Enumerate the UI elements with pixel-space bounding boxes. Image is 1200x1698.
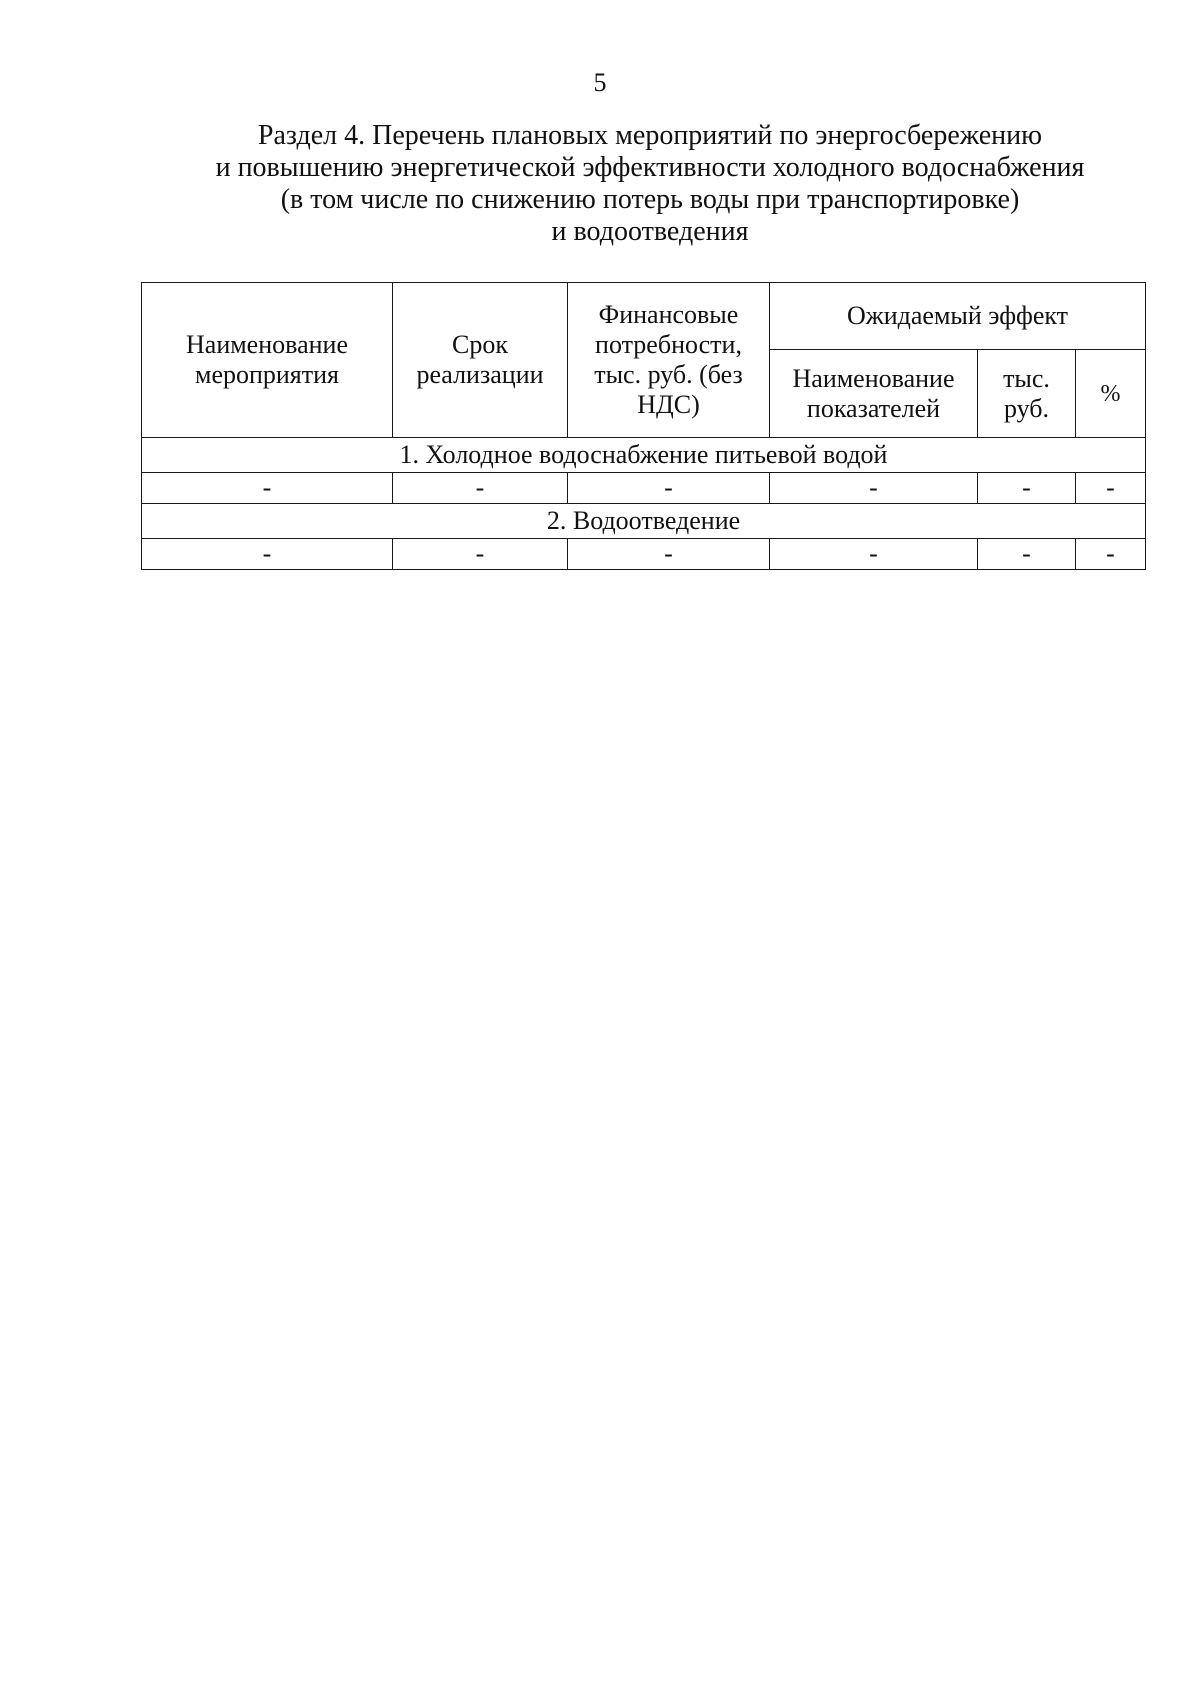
cell-percent: - (1076, 473, 1146, 504)
cell-indicator-name: - (770, 539, 978, 570)
cell-finance: - (568, 473, 770, 504)
section-title (150, 120, 1150, 248)
measures-table (141, 282, 1146, 570)
cell-indicator-name: - (770, 473, 978, 504)
title-line-4: и водоотведения (551, 216, 749, 247)
title-line-2: и повышению энергетической эффективности холодного водоснабжения (215, 152, 1085, 183)
cell-term: - (393, 539, 568, 570)
header-measure-name: Наименование мероприятия (142, 283, 393, 438)
cell-measure-name: - (142, 473, 393, 504)
cell-term: - (393, 473, 568, 504)
header-finance: Финансовые потребности, тыс. руб. (без НДС) (568, 283, 770, 438)
cell-finance: - (568, 539, 770, 570)
section-row (142, 504, 1146, 539)
section-row (142, 438, 1146, 473)
table-row (142, 539, 1146, 570)
header-expected-effect: Ожидаемый эффект (770, 283, 1146, 350)
section-title-cold-water: 1. Холодное водоснабжение питьевой водой (142, 438, 1146, 473)
header-indicator-name: Наименование показателей (770, 350, 978, 438)
header-thous-rub: тыс. руб. (978, 350, 1076, 438)
cell-percent: - (1076, 539, 1146, 570)
cell-thous-rub: - (978, 473, 1076, 504)
header-percent: % (1076, 350, 1146, 438)
table-row (142, 473, 1146, 504)
cell-thous-rub: - (978, 539, 1076, 570)
section-title-wastewater: 2. Водоотведение (142, 504, 1146, 539)
page-number: 5 (593, 68, 607, 97)
header-term: Срок реализации (393, 283, 568, 438)
title-line-3: (в том числе по снижению потерь воды при транспортировке) (280, 184, 1020, 215)
cell-measure-name: - (142, 539, 393, 570)
title-line-1: Раздел 4. Перечень плановых мероприятий по энергосбережению (257, 120, 1043, 151)
